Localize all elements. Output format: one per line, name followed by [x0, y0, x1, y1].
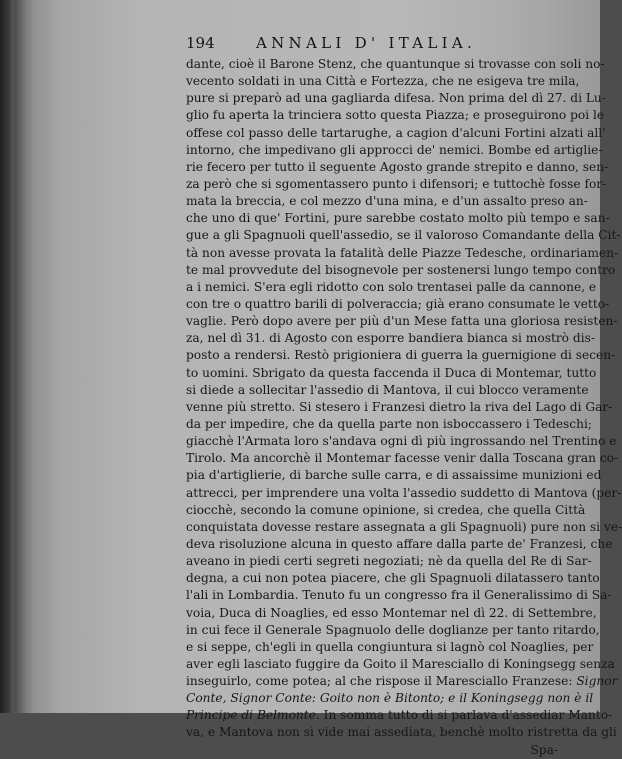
text-line: mata la breccia, e col mezzo d'una mina, e d'un assalto preso an-	[186, 194, 588, 209]
text-line: Tirolo. Ma ancorchè il Montemar facesse venir dalla Toscana gran co-	[186, 451, 619, 466]
page-number: 194	[186, 34, 215, 52]
text-line: con tre o quattro barili di polveraccia; già erano consumate le vetto-	[186, 296, 610, 311]
text-line: in cui fece il Generale Spagnuolo delle doglianze per tanto ritardo,	[186, 622, 600, 637]
text-line: si diede a sollecitar l'assedio di Mantova, il cui blocco veramente	[186, 382, 589, 397]
page-fold-shadow	[14, 0, 34, 713]
italic-segment: Signor	[576, 674, 618, 689]
text-line: che uno di que' Fortini, pure sarebbe costato molto più tempo e san-	[186, 211, 610, 226]
text-segment: In somma tutto di si parlava d'assediar Manto-	[323, 708, 613, 723]
text-line: intorno, che impedivano gli approcci de' nemici. Bombe ed artiglie-	[186, 142, 603, 157]
text-line: pure si preparò ad una gagliarda difesa. Non prima del dì 27. di Lu-	[186, 91, 606, 106]
text-line: to uomini. Sbrigato da questa faccenda il Duca di Montemar, tutto	[186, 365, 597, 380]
text-line: aveano in piedi certi segreti negoziati; nè da quella del Re di Sar-	[186, 554, 592, 569]
italic-segment: Principe di Belmonte.	[186, 708, 320, 723]
text-line: dante, cioè il Barone Stenz, che quantunque si trovasse con soli no-	[186, 57, 605, 71]
text-line: conquistata dovesse restare assegnata a gli Spagnuoli) pure non si ve-	[186, 519, 622, 534]
text-line: za però che si sgomentassero punto i difensori; e tuttochè fosse for-	[186, 176, 607, 191]
text-line: venne più stretto. Si stesero i Franzesi dietro la riva del Lago di Gar-	[186, 399, 613, 414]
text-line: da per impedire, che da quella parte non isboccassero i Tedeschi;	[186, 416, 592, 431]
text-line: attrecci, per imprendere una volta l'assedio suddetto di Mantova (per-	[186, 485, 622, 500]
text-line: za, nel dì 31. di Agosto con esporre bandiera bianca si mostrò dis-	[186, 331, 595, 346]
text-line: giacchè l'Armata loro s'andava ogni dì più ingrossando nel Trentino e	[186, 434, 617, 449]
text-line-with-italic	[186, 707, 613, 724]
text-line: gue a gli Spagnuoli quell'assedio, se il valoroso Comandante della Cit-	[186, 228, 621, 243]
text-line: te mal provvedute del bisognevole per sostenersi lungo tempo contro	[186, 262, 616, 277]
italic-line: Conte, Signor Conte: Goito non è Bitonto; e il Koningsegg non è il	[186, 691, 594, 706]
text-line: l'ali in Lombardia. Tenuto fu un congresso fra il Generalissimo di Sa-	[186, 588, 612, 603]
text-line: va, e Mantova non si vide mai assediata, benchè molto ristretta da gli	[186, 725, 617, 740]
text-line-with-italic	[186, 673, 618, 690]
running-head: ANNALI D' ITALIA.	[256, 34, 477, 52]
text-segment: inseguirlo, come potea; al che rispose il Maresciallo Franzese:	[186, 674, 573, 689]
catchword: Spa-	[530, 742, 558, 757]
text-line: tà non avesse provata la fatalità delle Piazze Tedesche, ordinariamen-	[186, 245, 619, 260]
text-line: vaglie. Però dopo avere per più d'un Mese fatta una gloriosa resisten-	[186, 314, 618, 329]
text-line: pia d'artiglierie, di barche sulle carra, e di assaissime munizioni ed	[186, 468, 602, 483]
text-line: aver egli lasciato fuggire da Goito il Maresciallo di Koningsegg senza	[186, 656, 615, 671]
text-line: degna, a cui non potea piacere, che gli Spagnuoli dilatassero tanto	[186, 571, 600, 586]
body-text	[186, 56, 622, 759]
text-line: ciocchè, secondo la comune opinione, si credea, che quella Città	[186, 502, 586, 517]
text-line: glio fu aperta la trinciera sotto questa Piazza; e proseguirono poi le	[186, 108, 605, 123]
text-line: offese col passo delle tartarughe, a cagion d'alcuni Fortini alzati all'	[186, 125, 606, 140]
text-line: vecento soldati in una Città e Fortezza, che ne esigeva tre mila,	[186, 74, 580, 89]
text-line: posto a rendersi. Restò prigioniera di guerra la guernigione di secen-	[186, 348, 616, 363]
text-line: rie fecero per tutto il seguente Agosto grande strepito e danno, sen-	[186, 159, 609, 174]
page-header	[186, 34, 531, 54]
text-line: a i nemici. S'era egli ridotto con solo trentasei palle da cannone, e	[186, 279, 597, 294]
text-line: e si seppe, ch'egli in quella congiuntura si lagnò col Noaglies, per	[186, 639, 594, 654]
text-line: deva risoluzione alcuna in questo affare dalla parte de' Franzesi, che	[186, 536, 613, 551]
book-gutter	[0, 0, 14, 713]
text-line: voia, Duca di Noaglies, ed esso Montemar nel dì 22. di Settembre,	[186, 605, 597, 620]
